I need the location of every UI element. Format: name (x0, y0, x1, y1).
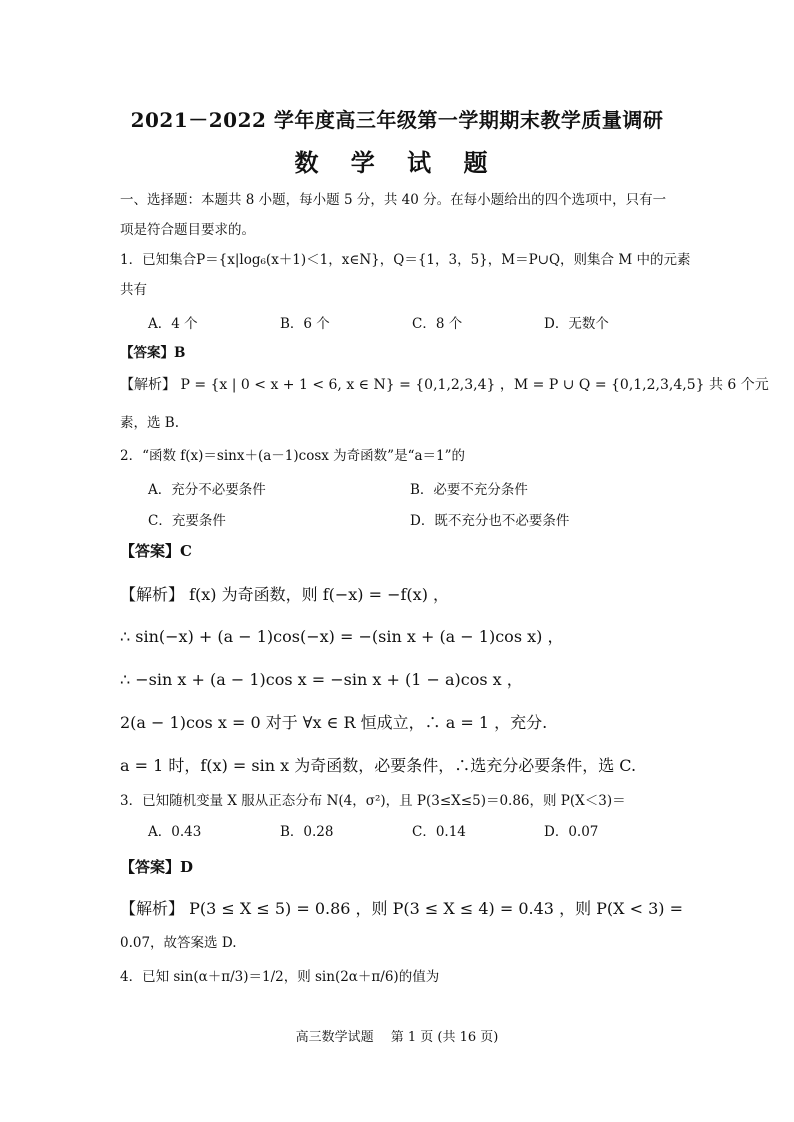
q2-analysis-line5: a = 1 时，f(x) = sin x 为奇函数，必要条件，∴选充分必要条件，选 C. (120, 756, 637, 775)
q1-option-a: A．4 个 (148, 316, 198, 332)
q3-option-d: D．0.07 (544, 824, 599, 840)
q1-analysis-line1: 【解析】 P = {x | 0 < x + 1 < 6, x ∈ N} = {0,1,2,3,4} ，M = P ∪ Q = {0,1,2,3,4,5} 共 6 个元 (120, 377, 769, 393)
page-footer: 高三数学试题 第 1 页 (共 16 页) (295, 1030, 499, 1045)
q1-stem-line1: 1．已知集合P＝{x|log₆(x＋1)＜1，x∈N}，Q＝{1，3，5}，M＝P∪Q，则集合 M 中的元素 (120, 252, 691, 268)
q2-option-a: A．充分不必要条件 (148, 482, 266, 498)
section-heading-line2: 项是符合题目要求的。 (120, 222, 255, 238)
q2-option-b: B．必要不充分条件 (410, 482, 528, 498)
q2-analysis-line4: 2(a − 1)cos x = 0 对于 ∀x ∈ R 恒成立，∴ a = 1 ，充分. (120, 713, 548, 732)
q1-option-c: C．8 个 (412, 316, 463, 332)
q1-option-b: B．6 个 (280, 316, 330, 332)
q2-stem: 2．“函数 f(x)＝sinx＋(a－1)cosx 为奇函数”是“a＝1”的 (120, 448, 466, 464)
q1-option-d: D．无数个 (544, 316, 609, 332)
q2-answer: 【答案】C (120, 542, 192, 560)
exam-title: 2021－2022 学年度高三年级第一学期期末教学质量调研 (130, 108, 664, 132)
q1-answer: 【答案】B (120, 345, 186, 361)
q3-stem: 3．已知随机变量 X 服从正态分布 N(4，σ²)，且 P(3≤X≤5)＝0.86，则 P(X＜3)＝ (120, 793, 626, 809)
q3-answer: 【答案】D (120, 858, 194, 876)
q4-stem: 4．已知 sin(α＋π/3)＝1/2，则 sin(2α＋π/6)的值为 (120, 969, 440, 985)
q2-option-d: D．既不充分也不必要条件 (410, 513, 570, 529)
section-heading-line1: 一、选择题：本题共 8 小题，每小题 5 分，共 40 分。在每小题给出的四个选项中，只有一 (120, 192, 667, 208)
q2-option-c: C．充要条件 (148, 513, 226, 529)
q1-analysis-line2: 素，选 B. (120, 415, 180, 431)
q1-stem-line2: 共有 (120, 282, 147, 298)
q2-analysis-line1: 【解析】 f(x) 为奇函数，则 f(−x) = −f(x) ， (120, 585, 450, 604)
q3-analysis-line2: 0.07，故答案选 D. (120, 935, 237, 951)
q3-analysis-line1: 【解析】 P(3 ≤ X ≤ 5) = 0.86 ，则 P(3 ≤ X ≤ 4) = 0.43 ，则 P(X < 3) = (120, 899, 684, 918)
q3-option-b: B．0.28 (280, 824, 334, 840)
exam-subtitle: 数 学 试 题 (294, 148, 500, 177)
q2-analysis-line2: ∴ sin(−x) + (a − 1)cos(−x) = −(sin x + (a − 1)cos x) ， (120, 627, 564, 646)
q3-option-a: A．0.43 (148, 824, 202, 840)
q2-analysis-line3: ∴ −sin x + (a − 1)cos x = −sin x + (1 − a)cos x ， (120, 670, 523, 689)
q3-option-c: C．0.14 (412, 824, 466, 840)
